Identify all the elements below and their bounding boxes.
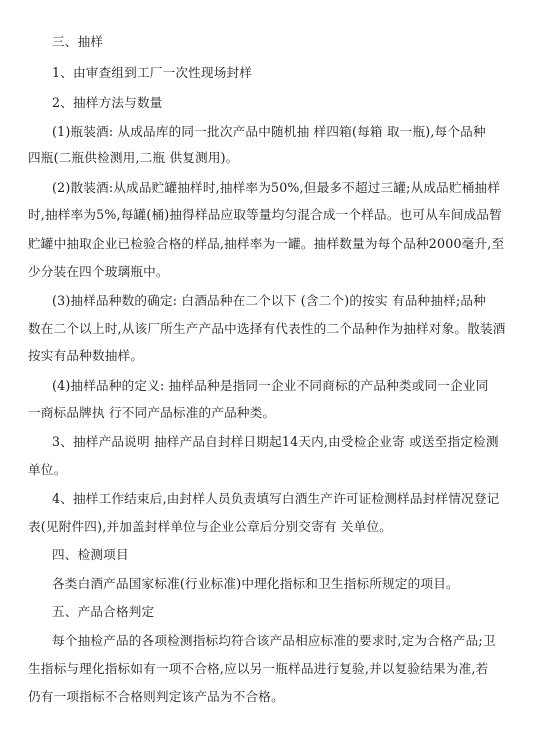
paragraph-line: (1)瓶装酒: 从成品库的同一批次产品中随机抽 样四箱(每箱 取一瓶),每个品种 — [52, 124, 486, 139]
paragraph-line: 贮罐中抽取企业已检验合格的样品,抽样率为一罐。抽样数量为每个品种2000毫升,至 — [28, 236, 505, 251]
paragraph-line: 时,抽样率为5%,每罐(桶)抽得样品应取等量均匀混合成一个样品。也可从车间成品暂 — [28, 207, 502, 222]
paragraph-line: (3)抽样品种数的确定: 白酒品种在二个以下 (含二个)的按实 有品种抽样;品种 — [52, 293, 486, 308]
paragraph-line: 每个抽检产品的各项检测指标均符合该产品相应标准的要求时,定为合格产品;卫 — [52, 633, 496, 648]
paragraph-line: 3、抽样产品说明 抽样产品自封样日期起14天内,由受检企业寄 或送至指定检测 — [52, 434, 499, 449]
paragraph-line: 4、抽样工作结束后,由封样人员负责填写白酒生产许可证检测样品封样情况登记 — [52, 491, 500, 506]
paragraph-line: 各类白酒产品国家标准(行业标准)中理化指标和卫生指标所规定的项目。 — [52, 576, 459, 591]
paragraph-line: 2、抽样方法与数量 — [52, 95, 163, 110]
section-heading-sampling: 三、抽样 — [52, 34, 104, 49]
section-heading-judgment: 五、产品合格判定 — [52, 604, 155, 619]
section-heading-testing: 四、检测项目 — [52, 547, 129, 562]
paragraph-line: 四瓶(二瓶供检测用,二瓶 供复测用)。 — [28, 150, 239, 165]
paragraph-line: 一商标品牌执 行不同产品标准的产品种类。 — [28, 405, 276, 420]
paragraph-line: (4)抽样品种的定义: 抽样品种是指同一企业不同商标的产品种类或同一企业同 — [52, 378, 489, 393]
paragraph-line: (2)散装酒:从成品贮罐抽样时,抽样率为50%,但最多不超过三罐;从成品贮桶抽样 — [52, 180, 501, 195]
paragraph-line: 少分装在四个玻璃瓶中。 — [28, 264, 169, 279]
paragraph-line: 仍有一项指标不合格则判定该产品为不合格。 — [28, 689, 284, 704]
paragraph-line: 生指标与理化指标如有一项不合格,应以另一瓶样品进行复验,并以复验结果为准,若 — [28, 661, 489, 676]
paragraph-line: 单位。 — [28, 462, 67, 477]
paragraph-line: 按实有品种数抽样。 — [28, 348, 144, 363]
paragraph-line: 表(见附件四),并加盖封样单位与企业公章后分别交寄有 关单位。 — [28, 519, 393, 534]
paragraph-line: 1、由审查组到工厂一次性现场封样 — [52, 65, 253, 80]
paragraph-line: 数在二个以上时,从该厂所生产产品中选择有代表性的二个品种作为抽样对象。散装酒 — [28, 321, 506, 336]
